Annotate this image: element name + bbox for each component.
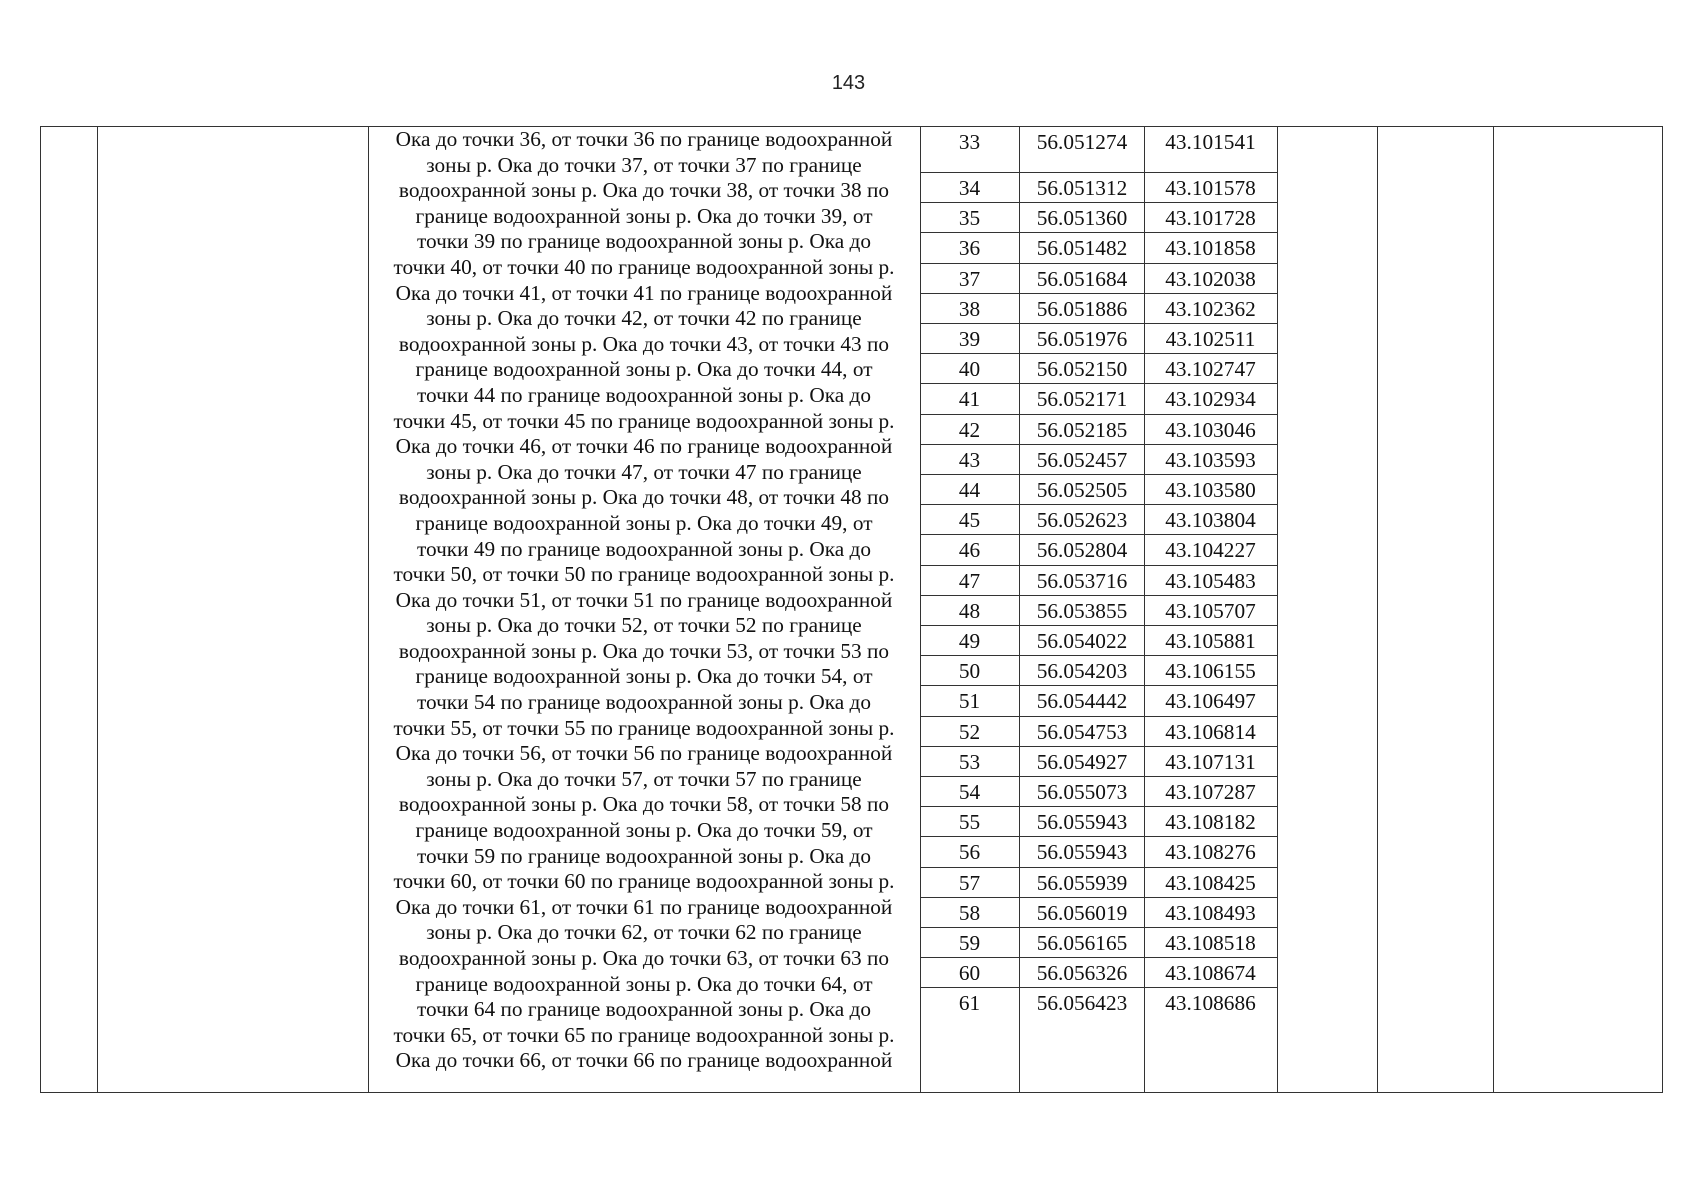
table-right-border [1662, 126, 1663, 1093]
description-line: Ока до точки 46, от точки 46 по границе водоохранной [395, 434, 893, 459]
latitude-cell: 56.051482 [1036, 236, 1128, 261]
latitude-cell: 56.052505 [1036, 478, 1128, 502]
description-line: границе водоохранной зоны р. Ока до точки 59, от [415, 818, 873, 843]
description-line: точки 59 по границе водоохранной зоны р. Ока до [416, 843, 872, 868]
latitude-cell: 56.055939 [1036, 870, 1128, 895]
longitude-cell: 43.103804 [1165, 508, 1256, 533]
page-number: 143 [831, 72, 866, 94]
description-line: зоны р. Ока до точки 52, от точки 52 по границе [426, 613, 862, 638]
longitude-cell: 43.107287 [1165, 780, 1256, 804]
point-number: 42 [958, 417, 981, 442]
table-row [920, 746, 1277, 776]
longitude-cell: 43.105483 [1165, 568, 1256, 593]
description-line: Ока до точки 56, от точки 56 по границе водоохранной [395, 741, 893, 766]
latitude-cell: 56.052185 [1036, 417, 1128, 442]
point-number: 46 [958, 538, 981, 563]
point-number: 43 [958, 447, 981, 472]
table-row [920, 232, 1277, 262]
latitude-cell: 56.051312 [1036, 176, 1128, 200]
description-line: границе водоохранной зоны р. Ока до точки 39, от [415, 203, 873, 228]
longitude-cell: 43.102747 [1165, 357, 1256, 382]
point-number: 60 [958, 961, 981, 986]
description-line: водоохранной зоны р. Ока до точки 58, от точки 58 по [398, 792, 890, 817]
table-row [920, 625, 1277, 655]
description-line: точки 49 по границе водоохранной зоны р. Ока до [416, 536, 872, 561]
description-line: точки 50, от точки 50 по границе водоохранной зоны р. [393, 562, 895, 587]
latitude-cell: 56.054442 [1036, 689, 1128, 714]
longitude-cell: 43.108182 [1165, 810, 1256, 835]
description-line: зоны р. Ока до точки 47, от точки 47 по границе [426, 459, 862, 484]
description-line: точки 65, от точки 65 по границе водоохранной зоны р. [393, 1022, 895, 1047]
longitude-cell: 43.103046 [1165, 417, 1256, 442]
table-row [920, 776, 1277, 806]
latitude-cell: 56.056165 [1036, 931, 1128, 955]
table-row [920, 897, 1277, 927]
point-number: 33 [958, 130, 981, 154]
latitude-cell: 56.054203 [1036, 659, 1128, 684]
longitude-cell: 43.102511 [1165, 327, 1256, 351]
table-row [920, 293, 1277, 323]
longitude-cell: 43.103593 [1165, 447, 1256, 472]
point-number: 58 [958, 900, 981, 925]
table-row [920, 504, 1277, 534]
description-line: зоны р. Ока до точки 37, от точки 37 по границе [426, 152, 862, 177]
longitude-cell: 43.102934 [1165, 387, 1256, 412]
description-line: Ока до точки 61, от точки 61 по границе водоохранной [395, 894, 893, 919]
longitude-cell: 43.108425 [1165, 870, 1256, 895]
point-number: 54 [958, 780, 981, 804]
longitude-cell: 43.108686 [1165, 991, 1256, 1016]
longitude-cell: 43.101728 [1165, 206, 1256, 231]
table-row [920, 685, 1277, 715]
table-row [920, 323, 1277, 353]
latitude-cell: 56.056423 [1036, 991, 1128, 1016]
table-row [920, 172, 1277, 202]
description-line: зоны р. Ока до точки 57, от точки 57 по границе [426, 766, 862, 791]
point-number: 45 [958, 508, 981, 533]
table-row [920, 534, 1277, 564]
point-number: 47 [958, 568, 981, 593]
latitude-cell: 56.052171 [1036, 387, 1128, 412]
longitude-cell: 43.106814 [1165, 719, 1256, 744]
latitude-cell: 56.052150 [1036, 357, 1128, 382]
point-number: 35 [958, 206, 981, 231]
latitude-cell: 56.051976 [1036, 327, 1128, 351]
latitude-cell: 56.056019 [1036, 900, 1128, 925]
description-line: водоохранной зоны р. Ока до точки 48, от точки 48 по [398, 485, 890, 510]
latitude-cell: 56.052804 [1036, 538, 1128, 563]
point-number: 61 [958, 991, 981, 1016]
description-line: Ока до точки 51, от точки 51 по границе водоохранной [395, 587, 893, 612]
point-number: 38 [958, 296, 981, 321]
longitude-cell: 43.108674 [1165, 961, 1256, 986]
latitude-cell: 56.054022 [1036, 629, 1128, 653]
point-number: 49 [958, 629, 981, 653]
longitude-cell: 43.104227 [1165, 538, 1256, 563]
description-line: точки 39 по границе водоохранной зоны р. Ока до [416, 229, 872, 254]
latitude-cell: 56.054927 [1036, 749, 1128, 774]
empty-cell-extra-2 [1378, 127, 1492, 1091]
table-row [920, 263, 1277, 293]
longitude-cell: 43.105881 [1165, 629, 1256, 653]
table-row [920, 414, 1277, 444]
latitude-cell: 56.052623 [1036, 508, 1128, 533]
table-row [920, 383, 1277, 413]
description-line: точки 40, от точки 40 по границе водоохранной зоны р. [393, 254, 895, 279]
table-row [920, 655, 1277, 685]
description-line: зоны р. Ока до точки 62, от точки 62 по границе [426, 920, 862, 945]
description-line: Ока до точки 41, от точки 41 по границе водоохранной [395, 280, 893, 305]
description-line: водоохранной зоны р. Ока до точки 43, от точки 43 по [398, 331, 890, 356]
description-line: границе водоохранной зоны р. Ока до точки 54, от [415, 664, 873, 689]
description-line: точки 60, от точки 60 по границе водоохранной зоны р. [393, 869, 895, 894]
latitude-cell: 56.051684 [1036, 266, 1128, 291]
description-line: Ока до точки 36, от точки 36 по границе водоохранной [395, 127, 893, 151]
description-line: границе водоохранной зоны р. Ока до точки 44, от [415, 357, 873, 382]
empty-cell-extra-3 [1494, 127, 1661, 1091]
longitude-cell: 43.101578 [1165, 176, 1256, 200]
point-number: 41 [958, 387, 981, 412]
table-row [920, 957, 1277, 987]
longitude-cell: 43.102038 [1165, 266, 1256, 291]
description-line: точки 55, от точки 55 по границе водоохранной зоны р. [393, 715, 895, 740]
point-number: 55 [958, 810, 981, 835]
latitude-cell: 56.055073 [1036, 780, 1128, 804]
table-row [920, 444, 1277, 474]
longitude-cell: 43.107131 [1165, 749, 1256, 774]
latitude-cell: 56.051274 [1036, 130, 1128, 154]
table-row [920, 987, 1277, 1017]
longitude-cell: 43.102362 [1165, 296, 1256, 321]
point-number: 40 [958, 357, 981, 382]
latitude-cell: 56.051886 [1036, 296, 1128, 321]
latitude-cell: 56.051360 [1036, 206, 1128, 231]
description-line: зоны р. Ока до точки 42, от точки 42 по границе [426, 306, 862, 331]
point-number: 36 [958, 236, 981, 261]
latitude-cell: 56.054753 [1036, 719, 1128, 744]
description-line: точки 64 по границе водоохранной зоны р. Ока до [416, 997, 872, 1022]
description-line: точки 45, от точки 45 по границе водоохранной зоны р. [393, 408, 895, 433]
description-line: границе водоохранной зоны р. Ока до точки 64, от [415, 971, 873, 996]
point-number: 50 [958, 659, 981, 684]
latitude-cell: 56.056326 [1036, 961, 1128, 986]
table-row [920, 867, 1277, 897]
point-number: 39 [958, 327, 981, 351]
description-line: точки 54 по границе водоохранной зоны р. Ока до [416, 690, 872, 715]
longitude-cell: 43.106497 [1165, 689, 1256, 714]
longitude-cell: 43.101541 [1165, 130, 1256, 154]
table-row [920, 716, 1277, 746]
latitude-cell: 56.055943 [1036, 840, 1128, 865]
point-number: 37 [958, 266, 981, 291]
longitude-cell: 43.103580 [1165, 478, 1256, 502]
table-row [920, 202, 1277, 232]
empty-cell-name [98, 127, 367, 1091]
empty-cell-index [41, 127, 96, 1091]
point-number: 48 [958, 598, 981, 623]
point-number: 34 [958, 176, 981, 200]
longitude-cell: 43.106155 [1165, 659, 1256, 684]
description-line: Ока до точки 66, от точки 66 по границе водоохранной [395, 1048, 893, 1073]
description-line: водоохранной зоны р. Ока до точки 63, от точки 63 по [398, 946, 890, 970]
point-number: 53 [958, 749, 981, 774]
empty-cell-extra-1 [1278, 127, 1376, 1091]
boundary-description [368, 126, 920, 1094]
point-number: 52 [958, 719, 981, 744]
description-line: водоохранной зоны р. Ока до точки 53, от точки 53 по [398, 638, 890, 663]
table-row [920, 595, 1277, 625]
longitude-cell: 43.101858 [1165, 236, 1256, 261]
latitude-cell: 56.052457 [1036, 447, 1128, 472]
longitude-cell: 43.108518 [1165, 931, 1256, 955]
description-line: границе водоохранной зоны р. Ока до точки 49, от [415, 510, 873, 535]
point-number: 57 [958, 870, 981, 895]
point-number: 56 [958, 840, 981, 865]
latitude-cell: 56.053855 [1036, 598, 1128, 623]
table-row [920, 353, 1277, 383]
longitude-cell: 43.105707 [1165, 598, 1256, 623]
coordinates-subtable [920, 126, 1277, 1093]
boundary-table [40, 126, 1663, 1093]
table-row [920, 806, 1277, 836]
description-line: точки 44 по границе водоохранной зоны р. Ока до [416, 382, 872, 407]
point-number: 51 [958, 689, 981, 714]
longitude-cell: 43.108276 [1165, 840, 1256, 865]
table-row [920, 565, 1277, 595]
point-number: 44 [958, 478, 981, 502]
description-line: водоохранной зоны р. Ока до точки 38, от точки 38 по [398, 178, 890, 203]
table-row [920, 474, 1277, 504]
table-row [920, 126, 1277, 172]
table-row [920, 927, 1277, 957]
point-number: 59 [958, 931, 981, 955]
latitude-cell: 56.053716 [1036, 568, 1128, 593]
table-row [920, 836, 1277, 866]
latitude-cell: 56.055943 [1036, 810, 1128, 835]
longitude-cell: 43.108493 [1165, 900, 1256, 925]
